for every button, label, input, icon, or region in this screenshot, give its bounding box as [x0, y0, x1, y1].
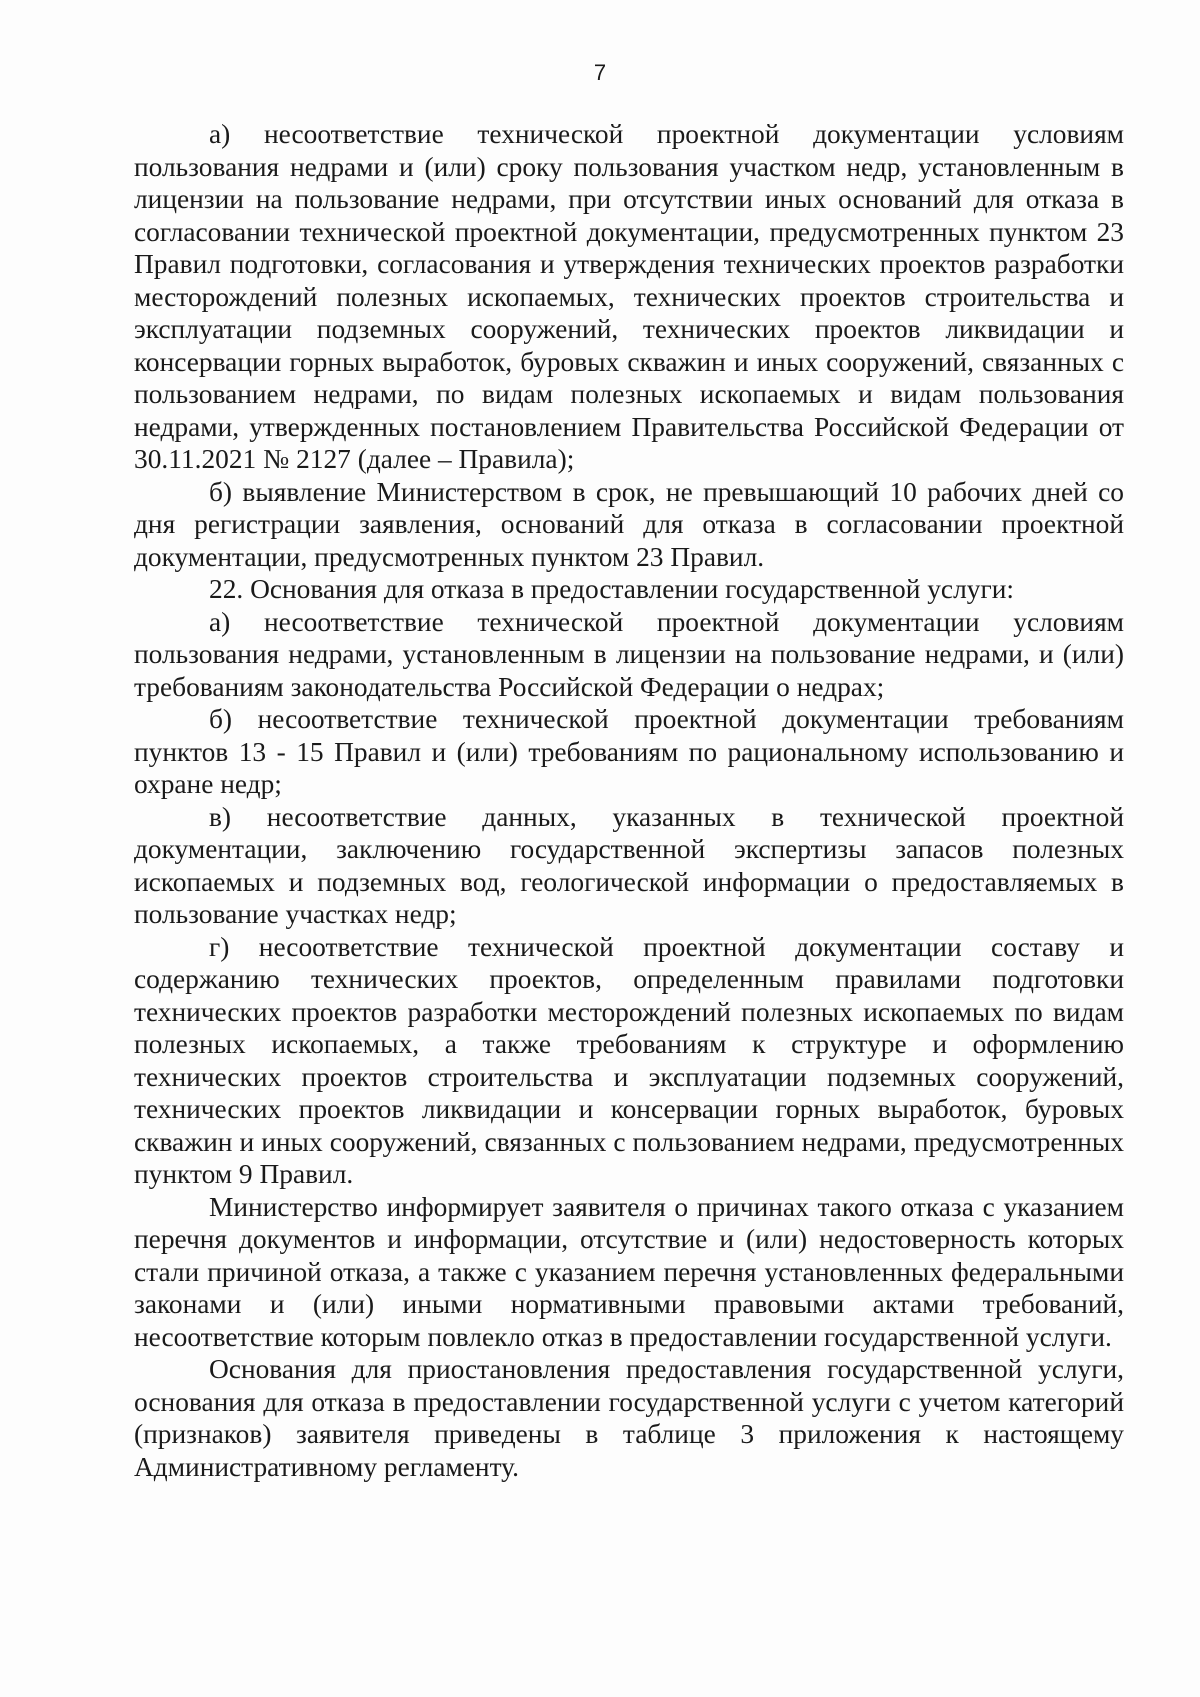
page-number: 7	[593, 60, 607, 85]
paragraph-refusal-approval-b: б) выявление Министерством в срок, не превышающий 10 рабочих дней со дня регистрации заявления, оснований для отказа в согласовании проектной документации, предусмотренных пунктом 23 Правил.	[134, 476, 1124, 572]
paragraph-ministry-informs: Министерство информирует заявителя о причинах такого отказа с указанием перечня документов и информации, отсутствие и (или) недостоверность которых стали причиной отказа, а также с указанием перечня установленных федеральными законами и (или) иными нормативными правовыми актами требований, несоответствие которым повлекло отказ в предоставлении государственной услуги.	[134, 1191, 1124, 1352]
document-body	[134, 118, 1124, 1483]
paragraph-refusal-approval-a: а) несоответствие технической проектной документации условиям пользования недрами и (или) сроку пользования участком недр, установленным в лицензии на пользование недрами, при отсутствии иных оснований для отказа в согласовании технической проектной документации, предусмотренных пунктом 23 Правил подготовки, согласования и утверждения технических проектов разработки месторождений полезных ископаемых, технических проектов строительства и эксплуатации подземных сооружений, технических проектов ликвидации и консервации горных выработок, буровых скважин и иных сооружений, связанных с пользованием недрами, по видам полезных ископаемых и видам пользования недрами, утвержденных постановлением Правительства Российской Федерации от 30.11.2021 № 2127 (далее – Правила);	[134, 119, 1124, 474]
paragraph-section-22-v: в) несоответствие данных, указанных в технической проектной документации, заключению государственной экспертизы запасов полезных ископаемых и подземных вод, геологической информации о предоставляемых в пользование участках недр;	[134, 801, 1124, 929]
paragraph-section-22-a: а) несоответствие технической проектной документации условиям пользования недрами, установленным в лицензии на пользование недрами, и (или) требованиям законодательства Российской Федерации о недрах;	[134, 606, 1124, 702]
paragraph-section-22-heading: 22. Основания для отказа в предоставлении государственной услуги:	[209, 574, 1014, 604]
paragraph-section-22-g: г) несоответствие технической проектной документации составу и содержанию технических проектов, определенным правилами подготовки технических проектов разработки месторождений полезных ископаемых по видам полезных ископаемых, а также требованиям к структуре и оформлению технических проектов строительства и эксплуатации подземных сооружений, технических проектов ликвидации и консервации горных выработок, буровых скважин и иных сооружений, связанных с пользованием недрами, предусмотренных пунктом 9 Правил.	[134, 931, 1124, 1189]
paragraph-grounds-table-reference: Основания для приостановления предоставления государственной услуги, основания для отказа в предоставлении государственной услуги с учетом категорий (признаков) заявителя приведены в таблице 3 приложения к настоящему Административному регламенту.	[134, 1354, 1124, 1482]
paragraph-section-22-b: б) несоответствие технической проектной документации требованиям пунктов 13 - 15 Правил и (или) требованиям по рациональному использованию и охране недр;	[134, 704, 1124, 799]
